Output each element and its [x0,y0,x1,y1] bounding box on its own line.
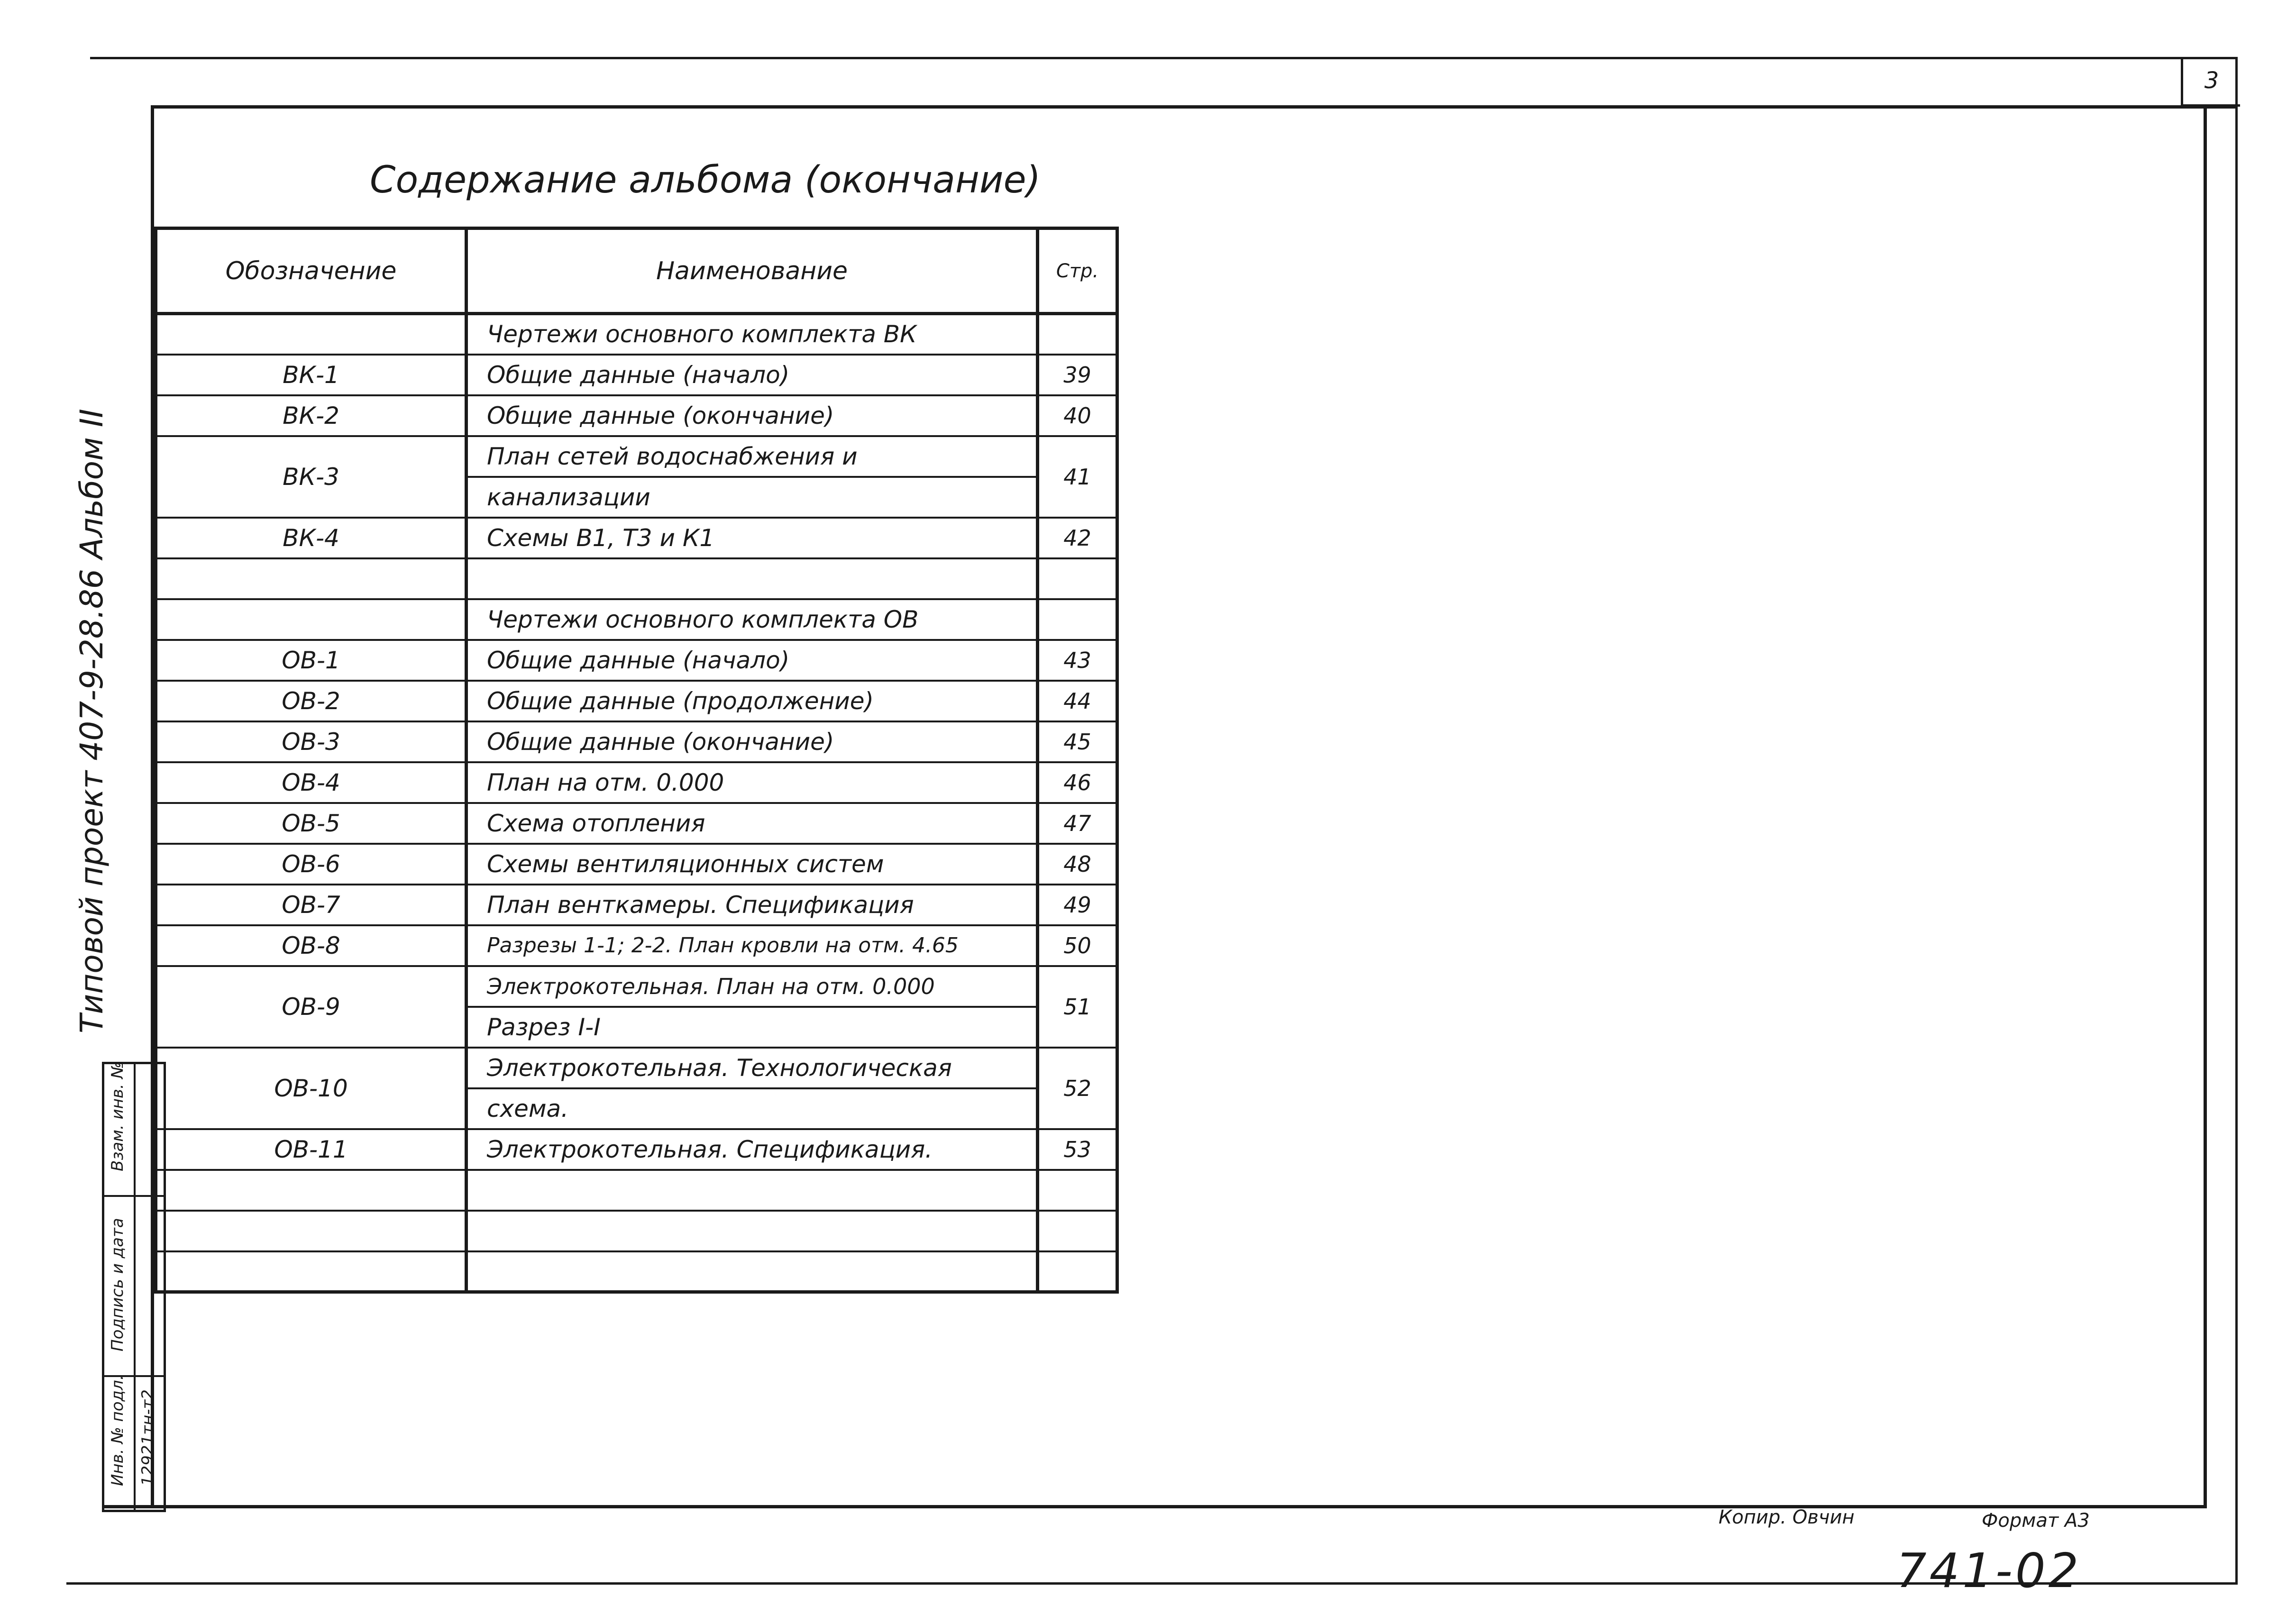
table-row [156,1048,1117,1088]
row-name [467,1251,1038,1292]
row-page [1038,599,1117,640]
table-row [156,1251,1117,1292]
row-name: Общие данные (окончание) [467,395,1038,436]
row-name: Чертежи основного комплекта ВК [467,314,1038,355]
frame-right-outer [2235,57,2238,1583]
row-designation [156,314,467,355]
table-row [156,395,1117,436]
row-designation: ОВ-4 [156,762,467,803]
row-designation: ВК-4 [156,518,467,558]
row-designation: ОВ-5 [156,803,467,844]
side-project-label: Типовой проект 407-9-28.86 Альбом II [73,409,110,1033]
table-row [156,721,1117,762]
stamp-cell-replace [104,1064,164,1197]
table-row [156,885,1117,925]
row-designation: ВК-1 [156,355,467,395]
table-row [156,640,1117,681]
frame-top [152,105,2238,109]
table-row [156,558,1117,599]
row-name [467,558,1038,599]
frame-right [2204,105,2207,1508]
row-designation: ОВ-3 [156,721,467,762]
table-row [156,966,1117,1007]
table-row [156,803,1117,844]
row-page: 53 [1038,1129,1117,1170]
row-page: 48 [1038,844,1117,885]
row-name-continued: канализации [467,477,1038,518]
table-row [156,436,1117,477]
row-designation [156,1251,467,1292]
row-page: 44 [1038,681,1117,721]
row-page [1038,314,1117,355]
stamp-cell-sign [104,1197,164,1377]
row-name: Электрокотельная. План на отм. 0.000 [467,966,1038,1007]
row-page: 47 [1038,803,1117,844]
row-designation: ОВ-8 [156,925,467,966]
sheet-number: 3 [2181,57,2240,107]
row-designation: ОВ-1 [156,640,467,681]
row-name: План на отм. 0.000 [467,762,1038,803]
row-page: 41 [1038,436,1117,518]
row-page: 42 [1038,518,1117,558]
row-designation [156,599,467,640]
row-name-continued: Разрез I-I [467,1007,1038,1048]
row-name: Разрезы 1-1; 2-2. План кровли на отм. 4.65 [467,925,1038,966]
row-page: 40 [1038,395,1117,436]
table-row [156,1211,1117,1251]
row-page: 52 [1038,1048,1117,1129]
stamp-inv-value: 12921тн-т2 [138,1389,157,1486]
row-page [1038,1170,1117,1211]
table-row [156,925,1117,966]
row-name: План венткамеры. Спецификация [467,885,1038,925]
row-designation: ОВ-10 [156,1048,467,1129]
row-name [467,1211,1038,1251]
row-page: 50 [1038,925,1117,966]
row-page: 46 [1038,762,1117,803]
table-row [156,355,1117,395]
table-header-row [156,228,1117,314]
row-name: Общие данные (начало) [467,640,1038,681]
table-row [156,314,1117,355]
frame-bottom [102,1505,2207,1508]
header-designation: Обозначение [156,228,467,314]
row-name: Схема отопления [467,803,1038,844]
table-row [156,1170,1117,1211]
table-row [156,681,1117,721]
row-designation: ОВ-9 [156,966,467,1048]
row-page: 51 [1038,966,1117,1048]
contents-table [154,227,1119,1294]
row-name: Электрокотельная. Технологическая [467,1048,1038,1088]
row-page [1038,1251,1117,1292]
row-designation [156,1211,467,1251]
row-name: Общие данные (продолжение) [467,681,1038,721]
row-designation: ОВ-6 [156,844,467,885]
footer-code: 741-02 [1896,1543,2082,1598]
row-designation: ОВ-11 [156,1129,467,1170]
row-name: Общие данные (окончание) [467,721,1038,762]
header-name: Наименование [467,228,1038,314]
footer-format: Формат А3 [1982,1510,2090,1532]
row-page [1038,558,1117,599]
row-page: 39 [1038,355,1117,395]
row-designation: ВК-3 [156,436,467,518]
table-row [156,1129,1117,1170]
table-row [156,762,1117,803]
row-page: 43 [1038,640,1117,681]
row-name: Общие данные (начало) [467,355,1038,395]
row-name: Схемы В1, Т3 и К1 [467,518,1038,558]
stamp-sign-date: Подпись и дата [108,1218,127,1351]
footer-copied: Копир. Овчин [1719,1506,1855,1528]
table-row [156,518,1117,558]
stamp-replace-inv: Взам. инв. № [108,1062,127,1171]
stamp-inv-orig: Инв. № подл. [108,1375,127,1486]
row-page: 49 [1038,885,1117,925]
row-name: Схемы вентиляционных систем [467,844,1038,885]
row-designation [156,1170,467,1211]
row-name: План сетей водоснабжения и [467,436,1038,477]
header-page: Стр. [1038,228,1117,314]
row-name: Чертежи основного комплекта ОВ [467,599,1038,640]
top-line [90,57,2238,59]
row-designation: ВК-2 [156,395,467,436]
stamp-cell-inv [104,1377,164,1510]
row-designation: ОВ-7 [156,885,467,925]
table-row [156,844,1117,885]
page-title: Содержание альбома (окончание) [370,159,1041,201]
row-designation [156,558,467,599]
row-name [467,1170,1038,1211]
row-name: Электрокотельная. Спецификация. [467,1129,1038,1170]
stamp-block [102,1062,166,1512]
row-designation: ОВ-2 [156,681,467,721]
table-row [156,599,1117,640]
row-page: 45 [1038,721,1117,762]
row-name-continued: схема. [467,1088,1038,1129]
row-page [1038,1211,1117,1251]
